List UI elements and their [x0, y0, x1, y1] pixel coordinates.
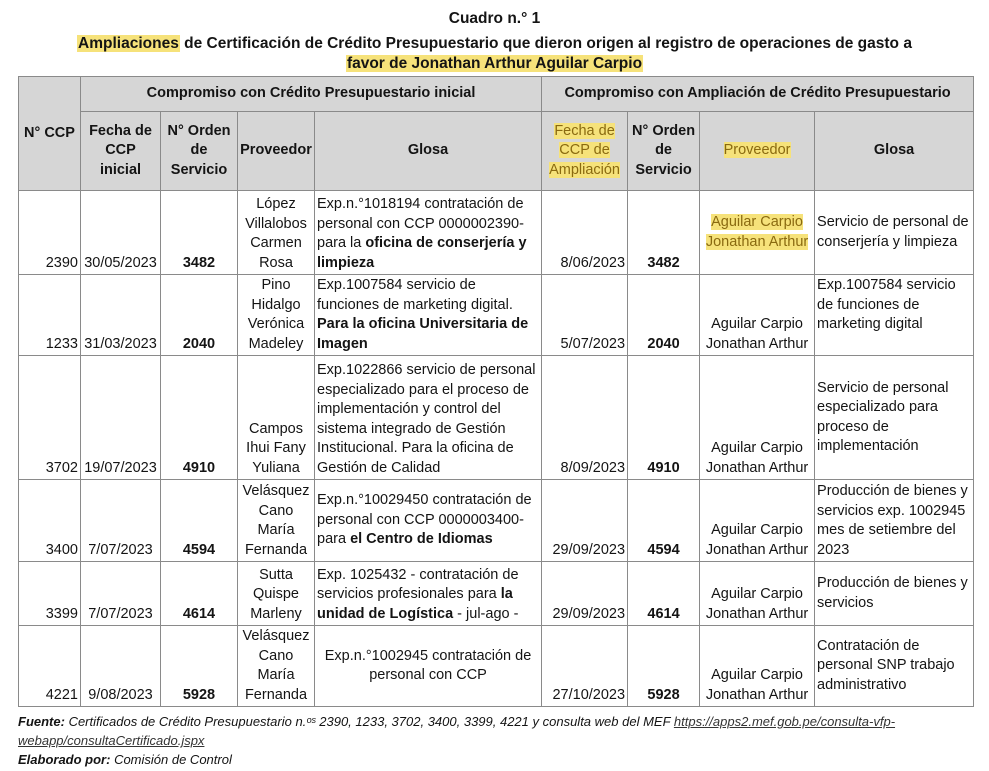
highlight-ampliaciones: Ampliaciones: [78, 35, 179, 52]
table-row: [19, 356, 974, 480]
table-row: [19, 626, 974, 707]
cell-fecha-ampliacion: 8/06/2023: [542, 191, 628, 275]
subtitle-text: de Certificación de Crédito Presupuestario que dieron origen al registro de operaciones de gasto a: [179, 35, 912, 52]
cell-proveedor-2: Aguilar Carpio Jonathan Arthur: [700, 275, 815, 356]
cell-proveedor-2: [700, 191, 815, 275]
cell-glosa-2: Producción de bienes y servicios exp. 1002945 mes de setiembre del 2023: [815, 480, 974, 562]
glosa-text: Exp.n.°1018194 contratación de personal con CCP 0000002390-para la: [317, 196, 524, 251]
table-title: Cuadro n.° 1: [448, 10, 541, 27]
header-proveedor: Proveedor: [238, 112, 315, 191]
cell-glosa-2: Producción de bienes y servicios: [815, 562, 974, 626]
cell-ccp: 3702: [19, 356, 81, 480]
proveedor-2-highlight: Aguilar Carpio Jonathan Arthur: [705, 214, 809, 250]
glosa-bold: el Centro de Idiomas: [350, 531, 493, 548]
table-row: [19, 275, 974, 356]
cell-orden-2: 4910: [628, 356, 700, 480]
cell-glosa: [315, 562, 542, 626]
cell-proveedor-2: Aguilar Carpio Jonathan Arthur: [700, 356, 815, 480]
glosa-bold: oficina de conserjería y limpieza: [317, 235, 527, 271]
cell-fecha-ampliacion: 27/10/2023: [542, 626, 628, 707]
cell-orden: 4614: [161, 562, 238, 626]
table-row: [19, 480, 974, 562]
cell-orden: 4594: [161, 480, 238, 562]
cell-orden: 5928: [161, 626, 238, 707]
cell-glosa-2: Servicio de personal de conserjería y limpieza: [815, 191, 974, 275]
cell-fecha: 7/07/2023: [81, 480, 161, 562]
header-ccp: N° CCP: [19, 77, 81, 191]
cell-ccp: 3399: [19, 562, 81, 626]
cell-fecha-ampliacion: 29/09/2023: [542, 562, 628, 626]
cell-proveedor: López Villalobos Carmen Rosa: [238, 191, 315, 275]
footer-source: [18, 712, 973, 750]
glosa-text: Exp.n.°10029450 contratación de personal con CCP 0000003400-para: [317, 492, 532, 548]
footer-source-text: Certificados de Crédito Presupuestario n.ᵒˢ 2390, 1233, 3702, 3400, 3399, 4221 y consulta web del MEF: [64, 714, 674, 729]
header-glosa: Glosa: [315, 112, 542, 191]
cell-proveedor: Velásquez Cano María Fernanda: [238, 626, 315, 707]
cell-fecha: 9/08/2023: [81, 626, 161, 707]
cell-fecha-ampliacion: 5/07/2023: [542, 275, 628, 356]
cell-orden-2: 3482: [628, 191, 700, 275]
glosa-bold: Para la oficina Universitaria de Imagen: [317, 316, 529, 352]
footer-author-label: Elaborado por:: [18, 752, 111, 767]
header-group-initial: Compromiso con Crédito Presupuestario inicial: [81, 77, 542, 112]
cell-ccp: 1233: [19, 275, 81, 356]
header-fecha-ampliacion: [542, 112, 628, 191]
cell-fecha: 7/07/2023: [81, 562, 161, 626]
table-footer: [18, 712, 973, 769]
cell-proveedor: Campos Ihui Fany Yuliana: [238, 356, 315, 480]
cell-ccp: 4221: [19, 626, 81, 707]
header-fecha-inicial: Fecha de CCP inicial: [81, 112, 161, 191]
footer-source-link[interactable]: https://apps2.mef.gob.pe/consulta-vfp-webapp/consultaCertificado.jspx: [18, 714, 896, 748]
cell-fecha-ampliacion: 29/09/2023: [542, 480, 628, 562]
cell-glosa: [315, 191, 542, 275]
footer-author-text: Comisión de Control: [110, 752, 232, 767]
cell-glosa: [315, 480, 542, 562]
cell-glosa: [315, 356, 542, 480]
footer-source-label: Fuente:: [18, 714, 65, 729]
glosa-text: Exp.1022866 servicio de personal especializado para el proceso de implementación y control del sistema integrado de Gestión Institucional. Para la oficina de Gestión de Calidad: [317, 362, 536, 476]
glosa-text: Exp. 1025432 - contratación de servicios profesionales para: [317, 566, 519, 602]
header-fecha-ampliacion-text: Fecha de CCP de Ampliación: [549, 122, 620, 178]
header-proveedor-2-text: Proveedor: [723, 142, 791, 159]
cell-fecha-ampliacion: 8/09/2023: [542, 356, 628, 480]
cell-glosa-2: Exp.1007584 servicio de funciones de marketing digital: [815, 275, 974, 356]
cell-glosa-2: Servicio de personal especializado para proceso de implementación: [815, 356, 974, 480]
cell-proveedor-2: Aguilar Carpio Jonathan Arthur: [700, 480, 815, 562]
cell-orden-2: 4594: [628, 480, 700, 562]
cell-orden-2: 5928: [628, 626, 700, 707]
cell-ccp: 2390: [19, 191, 81, 275]
header-orden: N° Orden de Servicio: [161, 112, 238, 191]
cell-orden-2: 4614: [628, 562, 700, 626]
cell-fecha: 30/05/2023: [81, 191, 161, 275]
cell-proveedor: Sutta Quispe Marleny: [238, 562, 315, 626]
cell-fecha: 31/03/2023: [81, 275, 161, 356]
cell-orden: 2040: [161, 275, 238, 356]
cell-orden: 4910: [161, 356, 238, 480]
cell-orden: 3482: [161, 191, 238, 275]
cell-glosa-2: Contratación de personal SNP trabajo administrativo: [815, 626, 974, 707]
cell-ccp: 3400: [19, 480, 81, 562]
header-glosa-2: Glosa: [815, 112, 974, 191]
cell-fecha: 19/07/2023: [81, 356, 161, 480]
glosa-text: Exp.n.°1002945 contratación de personal con CCP: [324, 647, 532, 683]
header-group-ampliacion: Compromiso con Ampliación de Crédito Presupuestario: [542, 77, 974, 112]
cell-proveedor-2: Aguilar Carpio Jonathan Arthur: [700, 626, 815, 707]
header-proveedor-2: [700, 112, 815, 191]
cell-proveedor: Pino Hidalgo Verónica Madeley: [238, 275, 315, 356]
highlight-favor: favor de Jonathan Arthur Aguilar Carpio: [346, 55, 643, 72]
glosa-text: Exp.1007584 servicio de funciones de marketing digital.: [317, 277, 513, 313]
cell-glosa: [315, 626, 542, 707]
table-row: [19, 191, 974, 275]
table-row: [19, 562, 974, 626]
cell-proveedor-2: Aguilar Carpio Jonathan Arthur: [700, 562, 815, 626]
glosa-bold: la unidad de Logística: [317, 586, 513, 622]
cell-proveedor: Velásquez Cano María Fernanda: [238, 480, 315, 562]
glosa-tail: - jul-ago -: [453, 605, 519, 622]
footer-author: [18, 750, 973, 769]
cell-orden-2: 2040: [628, 275, 700, 356]
table-subtitle: [28, 34, 961, 74]
header-orden-2: N° Orden de Servicio: [628, 112, 700, 191]
ccp-table: [18, 76, 974, 707]
cell-glosa: [315, 275, 542, 356]
